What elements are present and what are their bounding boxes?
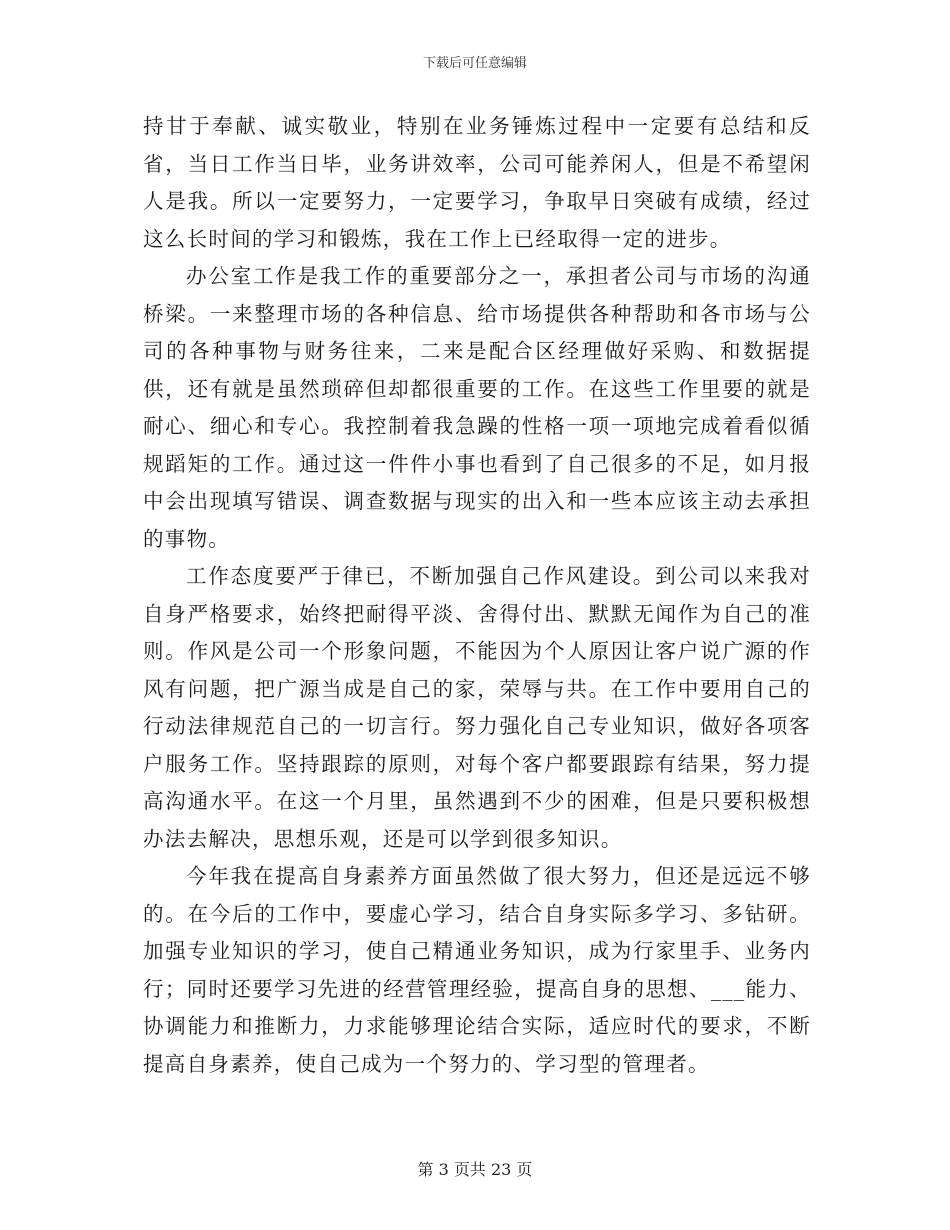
paragraph-2: 办公室工作是我工作的重要部分之一，承担者公司与市场的沟通桥梁。一来整理市场的各种信息、给市场提供各种帮助和各市场与公司的各种事物与财务往来，二来是配合区经理做好采购、和数据提供，还有就是虽然琐碎但却都很重要的工作。在这些工作里要的就是耐心、细心和专心。我控制着我急躁的性格一项一项地完成着看似循规蹈矩的工作。通过这一件件小事也看到了自己很多的不足，如月报中会出现填写错误、调查数据与现实的出入和一些本应该主动去承担的事物。	[143, 264, 811, 551]
document-body	[143, 108, 811, 1083]
paragraph-4: 今年我在提高自身素养方面虽然做了很大努力，但还是远远不够的。在今后的工作中，要虚心学习，结合自身实际多学习、多钻研。加强专业知识的学习，使自己精通业务知识，成为行家里手、业务内行；同时还要学习先进的经营管理经验，提高自身的思想、___能力、协调能力和推断力，力求能够理论结合实际，适应时代的要求，不断提高自身素养，使自己成为一个努力的、学习型的管理者。	[143, 864, 811, 1076]
page-number-footer: 第 3 页共 23 页	[417, 1160, 533, 1179]
paragraph-3: 工作态度要严于律已，不断加强自己作风建设。到公司以来我对自身严格要求，始终把耐得平淡、舍得付出、默默无闻作为自己的准则。作风是公司一个形象问题，不能因为个人原因让客户说广源的作风有问题，把广源当成是自己的家，荣辱与共。在工作中要用自己的行动法律规范自己的一切言行。努力强化自己专业知识，做好各项客户服务工作。坚持跟踪的原则，对每个客户都要跟踪有结果，努力提高沟通水平。在这一个月里，虽然遇到不少的困难，但是只要积极想办法去解决，思想乐观，还是可以学到很多知识。	[143, 564, 811, 851]
paragraph-1: 持甘于奉献、诚实敬业，特别在业务锤炼过程中一定要有总结和反省，当日工作当日毕，业务讲效率，公司可能养闲人，但是不希望闲人是我。所以一定要努力，一定要学习，争取早日突破有成绩，经过这么长时间的学习和锻炼，我在工作上已经取得一定的进步。	[143, 114, 811, 251]
page-header: 下载后可任意编辑	[422, 56, 527, 71]
